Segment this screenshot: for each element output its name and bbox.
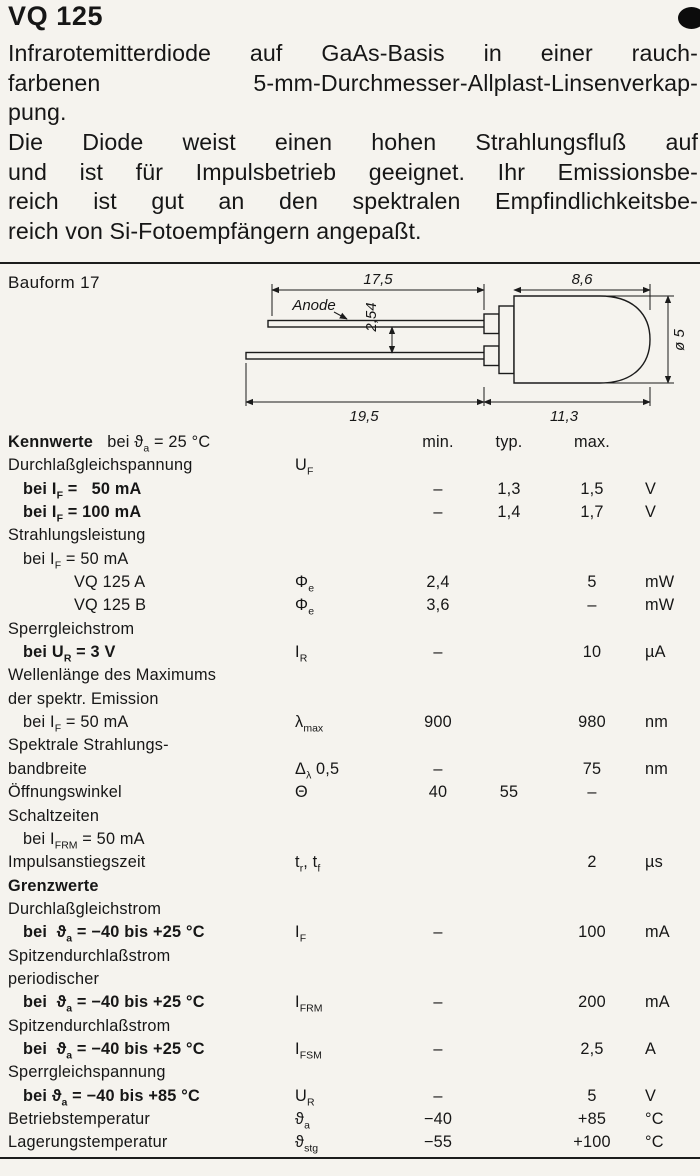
spec-label: Spitzendurchlaßstrom — [8, 1016, 171, 1035]
page-mark-dot — [678, 7, 700, 29]
package-drawing — [0, 268, 700, 432]
spec-max: max. — [573, 433, 611, 451]
spec-max — [549, 968, 635, 991]
spec-min: 3,6 — [426, 596, 450, 615]
spec-label: Impulsanstiegszeit — [8, 853, 146, 872]
spec-label: periodischer — [8, 969, 100, 988]
spec-label: bei $U_R = 3$ V — [23, 643, 116, 665]
spec-symbol: $U_F$ — [295, 456, 314, 478]
flange — [499, 306, 514, 374]
spec-min — [407, 734, 469, 757]
description-line: pung. — [8, 99, 67, 126]
spec-symbol — [295, 898, 407, 921]
bauform-label: Bauform 17 — [8, 273, 100, 292]
spec-max — [549, 805, 635, 828]
description-line: reich ist gut an den spektralen Empfindlichkeitsbe- — [8, 188, 698, 215]
spec-label: VQ 125 B — [74, 596, 147, 615]
spec-unit: nm — [645, 713, 669, 732]
spec-label: Kennwerte bei $ϑ_a = 25$ °C — [8, 433, 211, 455]
spec-max: +85 — [577, 1109, 607, 1128]
spec-unit: A — [645, 1039, 657, 1058]
spec-label: bei $I_{FRM} = 50$ mA — [23, 829, 145, 852]
spec-label: VQ 125 A — [74, 573, 146, 592]
spec-symbol — [295, 524, 407, 547]
spec-max — [549, 664, 635, 687]
spec-min: – — [433, 503, 443, 522]
spec-symbol — [295, 968, 407, 991]
spec-typ: 1,3 — [497, 479, 521, 498]
dim-diameter-label: ø 5 — [671, 329, 688, 351]
spec-min: −55 — [423, 1133, 453, 1152]
anode-lead — [268, 321, 514, 328]
spec-max: 5 — [587, 573, 597, 592]
table-row — [8, 945, 698, 968]
spec-max: 2,5 — [580, 1039, 604, 1058]
table-row — [8, 524, 698, 547]
spec-min: −40 — [423, 1109, 453, 1128]
spec-unit: mW — [645, 573, 675, 592]
spec-label: der spektr. Emission — [8, 689, 159, 708]
spec-typ — [469, 968, 549, 991]
spec-label: Betriebstemperatur — [8, 1109, 151, 1128]
spec-label: bei $I_F = 100$ mA — [23, 503, 142, 525]
spec-typ — [469, 618, 549, 641]
spec-min: 40 — [428, 783, 448, 802]
spec-unit — [635, 781, 698, 804]
table-row — [8, 594, 698, 617]
spec-min: – — [433, 923, 443, 942]
spec-min — [407, 664, 469, 687]
dim-19-5-label: 19,5 — [349, 408, 379, 425]
description-line: Infrarotemitterdiode auf GaAs-Basis in einer rauch- — [8, 40, 698, 66]
spec-min: – — [433, 643, 443, 662]
spec-min: – — [433, 1039, 443, 1058]
spec-symbol: $\lambda_{max}$ — [295, 713, 324, 735]
spec-symbol: $ϑ_a$ — [295, 1109, 310, 1132]
spec-label: bei $ϑ_a = -40$ bis +25 °C — [23, 993, 205, 1015]
spec-symbol — [295, 734, 407, 757]
lead-tab-bottom — [484, 346, 499, 366]
dim-2-54-label: 2,54 — [363, 302, 380, 332]
spec-min — [407, 524, 469, 547]
table-row — [8, 641, 698, 664]
spec-symbol: $\Phi_e$ — [295, 573, 315, 595]
spec-unit — [635, 524, 698, 547]
section-title: Grenzwerte — [8, 876, 99, 895]
spec-label: bei $I_F = 50$ mA — [23, 479, 142, 501]
spec-label: bei $I_F = 50$ mA — [23, 549, 129, 571]
table-row — [8, 805, 698, 828]
spec-typ — [469, 898, 549, 921]
description-line: reich von Si-Fotoempfängern angepaßt. — [8, 218, 422, 245]
table-row — [8, 991, 698, 1014]
spec-label: Spitzendurchlaßstrom — [8, 946, 171, 965]
spec-label: Durchlaßgleichstrom — [8, 899, 162, 918]
spec-symbol: $\Phi_e$ — [295, 596, 315, 618]
spec-max: 2 — [587, 853, 597, 872]
top-divider — [0, 262, 700, 264]
table-row — [8, 571, 698, 594]
spec-max — [549, 898, 635, 921]
spec-unit — [635, 664, 698, 687]
spec-max: +100 — [573, 1133, 611, 1152]
spec-unit: mA — [645, 993, 670, 1012]
spec-symbol: Θ — [295, 783, 308, 802]
spec-symbol: $I_{FSM}$ — [295, 1039, 322, 1062]
spec-typ — [469, 524, 549, 547]
spec-typ — [469, 1061, 549, 1084]
table-row — [8, 921, 698, 944]
spec-max — [549, 688, 635, 711]
spec-label: bandbreite — [8, 759, 87, 778]
spec-unit — [635, 945, 698, 968]
spec-symbol: $ϑ_{stg}$ — [295, 1133, 319, 1155]
table-row — [8, 828, 698, 851]
anode-pointer-arrow — [334, 312, 347, 319]
spec-max — [549, 618, 635, 641]
spec-label: Öffnungswinkel — [8, 783, 122, 802]
dim-17-5-label: 17,5 — [363, 271, 393, 288]
spec-unit: µA — [645, 643, 666, 662]
spec-label: bei $ϑ_a = -40$ bis +85 °C — [23, 1086, 200, 1108]
spec-min — [407, 898, 469, 921]
spec-unit: µs — [645, 853, 663, 872]
spec-max — [549, 734, 635, 757]
table-row — [8, 664, 698, 687]
spec-label: Schaltzeiten — [8, 806, 100, 825]
spec-unit — [635, 1061, 698, 1084]
spec-unit — [635, 805, 698, 828]
table-row — [8, 688, 698, 711]
spec-min: 900 — [424, 713, 452, 732]
spec-label: Lagerungstemperatur — [8, 1133, 168, 1152]
spec-label: Sperrgleichspannung — [8, 1063, 166, 1082]
spec-symbol — [295, 945, 407, 968]
spec-symbol: $t_r$, $t_f$ — [295, 853, 321, 875]
spec-symbol: $U_R$ — [295, 1086, 315, 1108]
spec-typ — [469, 851, 549, 881]
description-line: Die Diode weist einen hohen Strahlungsfluß auf — [8, 129, 698, 156]
spec-unit: mA — [645, 923, 670, 942]
spec-min — [407, 805, 469, 828]
spec-label: bei $I_F = 50$ mA — [23, 713, 129, 735]
spec-symbol — [295, 1061, 407, 1084]
spec-min: – — [433, 479, 443, 498]
spec-min: min. — [422, 433, 454, 451]
table-row — [8, 851, 698, 874]
table-row — [8, 454, 698, 477]
table-row — [8, 898, 698, 921]
spec-max: 1,5 — [580, 479, 604, 498]
table-row — [8, 1131, 698, 1154]
spec-label: Sperrgleichstrom — [8, 619, 135, 638]
spec-typ — [469, 945, 549, 968]
spec-table — [8, 431, 698, 1155]
led-body — [514, 296, 650, 383]
spec-symbol — [295, 618, 407, 641]
spec-unit: mW — [645, 596, 675, 615]
spec-max: 10 — [582, 643, 602, 662]
dim-8-6-label: 8,6 — [571, 271, 593, 288]
lead-tab-top — [484, 314, 499, 334]
spec-min: – — [433, 993, 443, 1012]
spec-typ — [469, 734, 549, 757]
description-line: farbenen 5-mm-Durchmesser-Allplast-Linsenverkap- — [8, 69, 698, 96]
spec-symbol — [295, 805, 407, 828]
spec-typ — [469, 664, 549, 687]
spec-unit — [635, 968, 698, 991]
spec-min — [407, 968, 469, 991]
spec-min: 2,4 — [426, 573, 450, 592]
spec-label: Strahlungsleistung — [8, 526, 146, 545]
part-number-title: VQ 125 — [8, 1, 104, 31]
table-row — [8, 711, 698, 734]
spec-max — [549, 1015, 635, 1038]
table-row — [8, 548, 698, 571]
table-row — [8, 1061, 698, 1084]
spec-min — [407, 851, 469, 881]
spec-unit: V — [645, 503, 657, 522]
table-row — [8, 1015, 698, 1038]
spec-max: 100 — [578, 923, 606, 942]
spec-typ — [469, 1015, 549, 1038]
spec-label: bei $ϑ_a = -40$ bis +25 °C — [23, 1039, 205, 1062]
spec-unit: nm — [645, 759, 669, 778]
spec-max — [549, 1061, 635, 1084]
table-row — [8, 618, 698, 641]
spec-symbol: $I_{FRM}$ — [295, 993, 323, 1015]
spec-max — [549, 945, 635, 968]
spec-typ: 1,4 — [497, 503, 521, 522]
spec-symbol: $\Delta_\lambda$ 0,5 — [295, 759, 340, 782]
spec-symbol — [295, 1015, 407, 1038]
spec-unit — [635, 618, 698, 641]
spec-max: 5 — [587, 1086, 597, 1105]
spec-max — [549, 524, 635, 547]
anode-label: Anode — [292, 297, 336, 314]
spec-symbol: $I_F$ — [295, 923, 307, 945]
spec-max: 200 — [578, 993, 606, 1012]
spec-max: – — [587, 783, 597, 802]
spec-unit: °C — [645, 1133, 664, 1152]
description-line: und ist für Impulsbetrieb geeignet. Ihr Emissionsbe- — [8, 158, 698, 185]
table-row — [8, 734, 698, 757]
spec-min: – — [433, 1086, 443, 1105]
dim-11-3-label: 11,3 — [549, 408, 579, 425]
bottom-divider — [0, 1157, 700, 1159]
spec-label: Wellenlänge des Maximums — [8, 666, 217, 685]
spec-max: 1,7 — [580, 503, 604, 522]
spec-symbol — [295, 688, 407, 711]
table-row — [8, 781, 698, 804]
spec-min — [407, 945, 469, 968]
spec-min — [407, 618, 469, 641]
table-row — [8, 1085, 698, 1108]
spec-unit — [635, 1015, 698, 1038]
spec-min: – — [433, 759, 443, 778]
spec-label: bei $ϑ_a = -40$ bis +25 °C — [23, 923, 205, 945]
spec-label: Spektrale Strahlungs- — [8, 736, 169, 755]
spec-typ — [469, 805, 549, 828]
spec-typ: 55 — [499, 783, 519, 802]
spec-max: – — [587, 596, 597, 615]
spec-unit: V — [645, 479, 657, 498]
spec-max: 75 — [582, 759, 602, 778]
description-paragraphs — [8, 39, 698, 247]
spec-unit — [635, 734, 698, 757]
spec-unit: V — [645, 1086, 657, 1105]
spec-unit: °C — [645, 1109, 664, 1128]
table-row — [8, 968, 698, 991]
table-row — [8, 1038, 698, 1061]
table-header-row — [8, 431, 698, 454]
table-row — [8, 501, 698, 524]
spec-unit — [635, 898, 698, 921]
table-row — [8, 758, 698, 781]
spec-typ: typ. — [495, 433, 523, 451]
table-row — [8, 1108, 698, 1131]
spec-min — [407, 1061, 469, 1084]
spec-min — [407, 1015, 469, 1038]
table-row — [8, 478, 698, 501]
spec-min — [407, 688, 469, 711]
cathode-lead — [246, 353, 514, 360]
spec-symbol: $I_R$ — [295, 643, 308, 665]
spec-unit — [635, 688, 698, 711]
spec-typ — [469, 688, 549, 711]
spec-label: Durchlaßgleichspannung — [8, 456, 193, 475]
spec-max: 980 — [578, 713, 606, 732]
spec-symbol — [295, 664, 407, 687]
